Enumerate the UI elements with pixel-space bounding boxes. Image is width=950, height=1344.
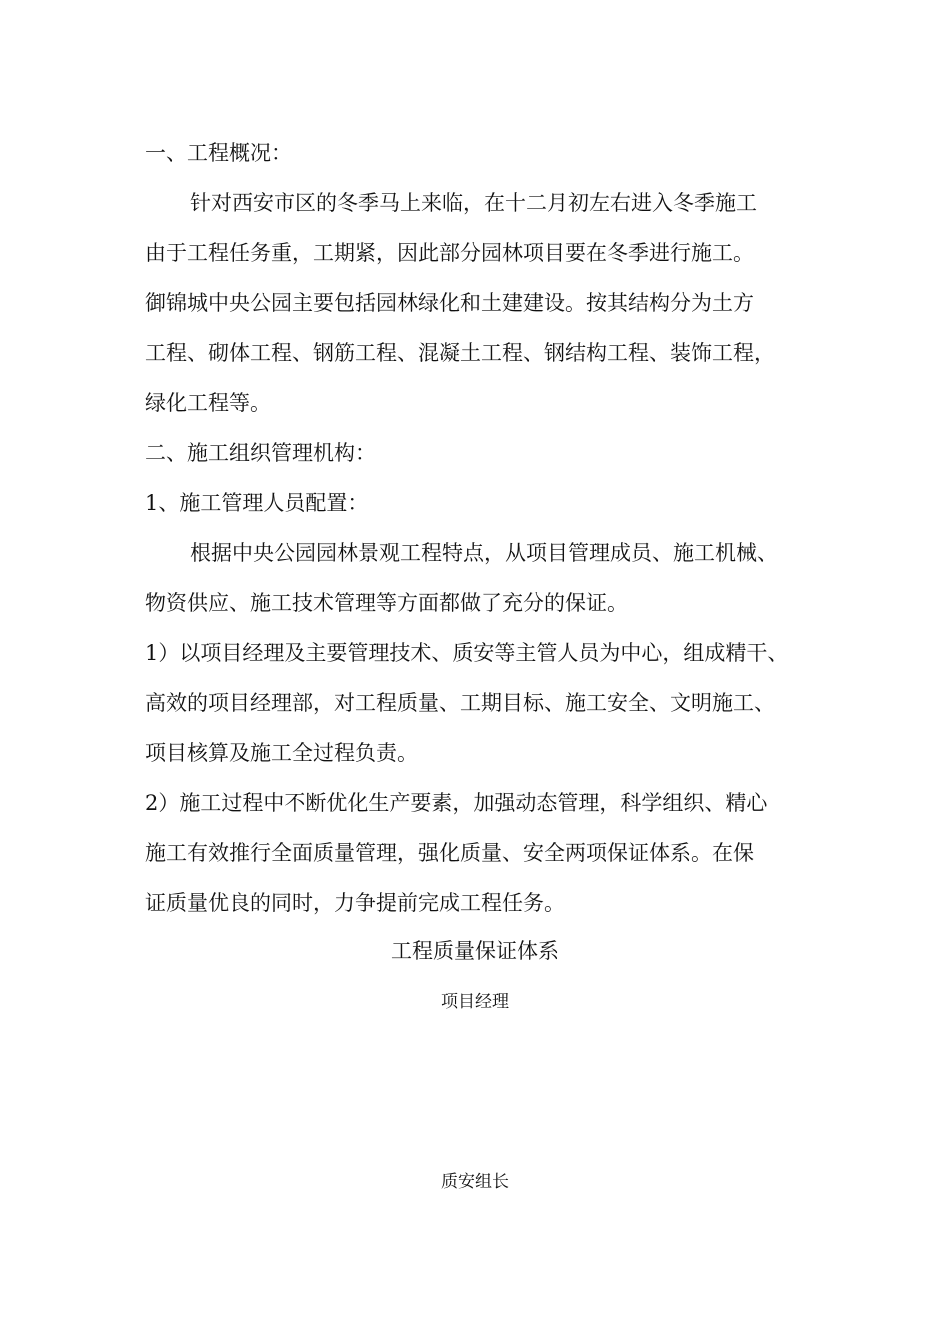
list-item-line: 项目核算及施工全过程负责。	[145, 741, 418, 765]
list-item-line: 2）施工过程中不断优化生产要素，加强动态管理，科学组织、精心	[145, 791, 768, 815]
org-chart-node-project-manager: 项目经理	[441, 992, 509, 1012]
list-item-line: 高效的项目经理部，对工程质量、工期目标、施工安全、文明施工、	[145, 691, 775, 715]
section-heading-overview: 一、工程概况：	[145, 141, 292, 165]
paragraph-line: 御锦城中央公园主要包括园林绿化和土建建设。按其结构分为土方	[145, 291, 754, 315]
paragraph-line: 针对西安市区的冬季马上来临，在十二月初左右进入冬季施工	[190, 191, 757, 215]
org-chart-node-quality-safety-leader: 质安组长	[441, 1172, 509, 1192]
subsection-heading-staffing: 1、施工管理人员配置：	[145, 491, 369, 515]
list-item-line: 施工有效推行全面质量管理，强化质量、安全两项保证体系。在保	[145, 841, 754, 865]
paragraph-line: 根据中央公园园林景观工程特点，从项目管理成员、施工机械、	[190, 541, 778, 565]
list-item-line: 1）以项目经理及主要管理技术、质安等主管人员为中心，组成精干、	[145, 641, 789, 665]
list-item-line: 证质量优良的同时，力争提前完成工程任务。	[145, 891, 565, 915]
paragraph-line: 物资供应、施工技术管理等方面都做了充分的保证。	[145, 591, 628, 615]
paragraph-line: 工程、砌体工程、钢筋工程、混凝土工程、钢结构工程、装饰工程，	[145, 341, 775, 365]
paragraph-line: 绿化工程等。	[145, 391, 271, 415]
org-chart-title: 工程质量保证体系	[391, 939, 559, 963]
paragraph-line: 由于工程任务重，工期紧，因此部分园林项目要在冬季进行施工。	[145, 241, 754, 265]
section-heading-organization: 二、施工组织管理机构：	[145, 441, 376, 465]
